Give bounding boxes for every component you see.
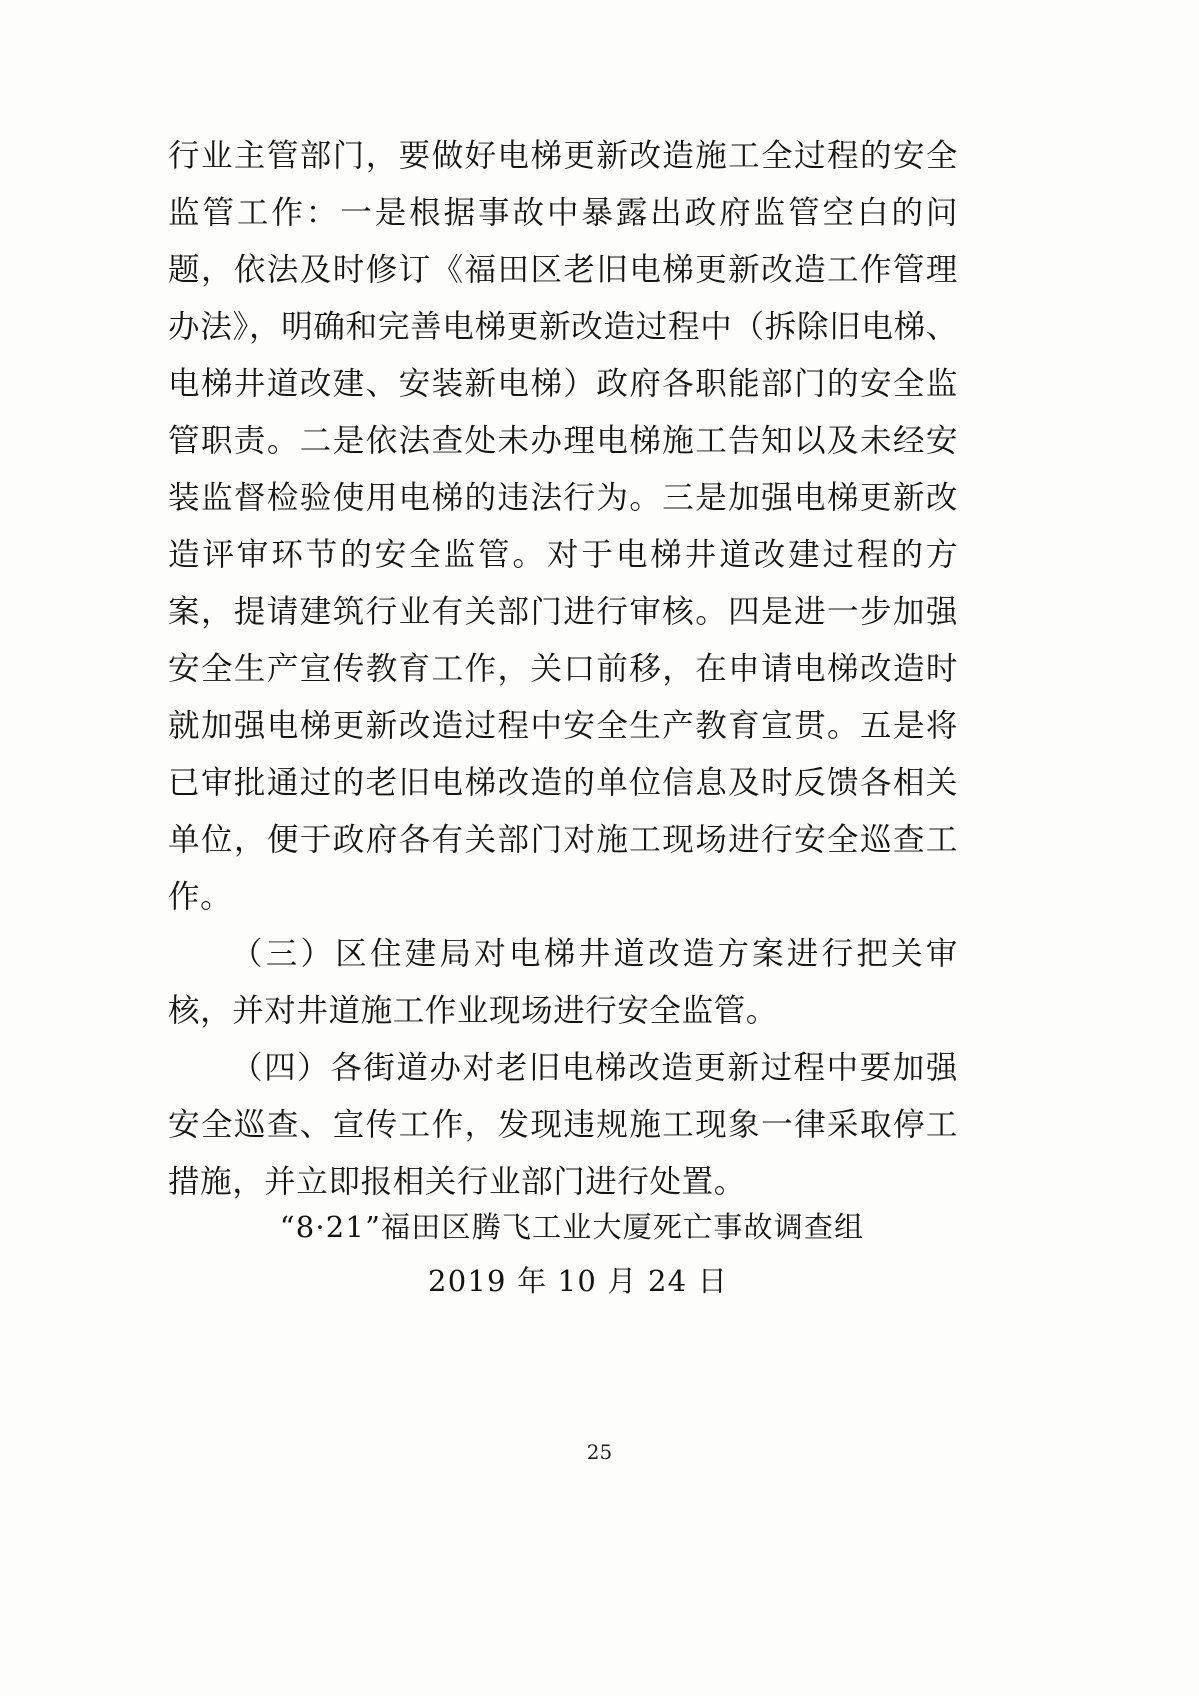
signature-organization: “8·21”福田区腾飞工业大厦死亡事故调查组 [279,1210,865,1244]
body-paragraph: 行业主管部门，要做好电梯更新改造施工全过程的安全监管工作：一是根据事故中暴露出政府监管空白的问题，依法及时修订《福田区老旧电梯更新改造工作管理办法》，明确和完善电梯更新改造过程中（拆除旧电梯、电梯井道改建、安装新电梯）政府各职能部门的安全监管职责。二是依法查处未办理电梯施工告知以及未经安装监督检验使用电梯的违法行为。三是加强电梯更新改造评审环节的安全监管。对于电梯井道改建过程的方案，提请建筑行业有关部门进行审核。四是进一步加强安全生产宣传教育工作，关口前移，在申请电梯改造时就加强电梯更新改造过程中安全生产教育宣贯。五是将已审批通过的老旧电梯改造的单位信息及时反馈各相关单位，便于政府各有关部门对施工现场进行安全巡查工作。 [168,138,958,915]
page-number: 25 [586,1440,613,1464]
body-paragraph: （三）区住建局对电梯井道改造方案进行把关审核，并对井道施工作业现场进行安全监管。 [168,936,958,1029]
body-paragraph: （四）各街道办对老旧电梯改造更新过程中要加强安全巡查、宣传工作，发现违规施工现象一律采取停工措施，并立即报相关行业部门进行处置。 [168,1050,958,1200]
signature-block [168,1200,958,1308]
document-body [168,128,958,1211]
signature-date: 2019 年 10 月 24 日 [428,1264,728,1298]
